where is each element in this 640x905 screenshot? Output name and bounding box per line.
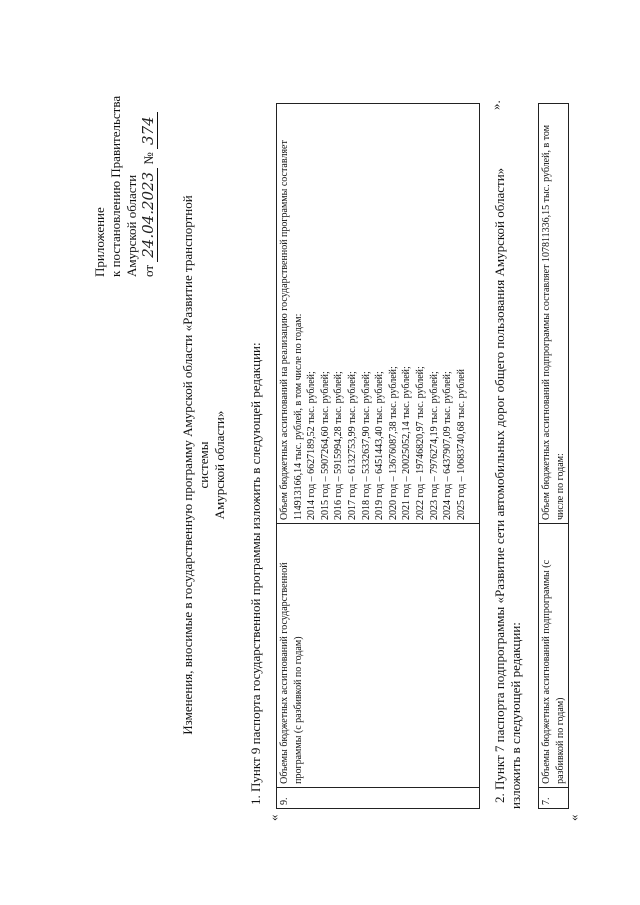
row-number: 9. — [277, 787, 480, 808]
from-label: от — [141, 264, 156, 277]
value-intro: Объем бюджетных ассигнований на реализацию государственной программы составляет 114913166,14 тыс. рублей, в том числе по годам: — [279, 140, 304, 520]
handwritten-number: 374 — [139, 112, 158, 149]
appendix-title: Приложение — [92, 207, 107, 277]
year-line: 2019 год – 6451443,40 тыс. рублей; — [374, 371, 386, 520]
year-line: 2018 год – 5332637,90 тыс. рублей; — [360, 371, 372, 520]
handwritten-date: 24.04.2023 — [139, 168, 158, 262]
table-row — [277, 104, 480, 809]
item2-intro — [492, 79, 524, 809]
title-line-1: Изменения, вносимые в государственную программу Амурской области «Развитие транспортной системы — [180, 195, 211, 735]
row-value — [277, 104, 480, 524]
year-line: 2017 год – 6132753,99 тыс. рублей; — [346, 371, 358, 520]
year-line: 2022 год – 19746820,97 тыс. рублей; — [414, 366, 426, 520]
appendix-region: Амурской области — [124, 174, 139, 277]
year-line: 2021 год – 20025052,14 тыс. рублей; — [401, 366, 413, 520]
year-line: 2020 год – 13676087,38 тыс. рублей; — [387, 366, 399, 520]
row-label: Объемы бюджетных ассигнований государственной программы (с разбивкой по годам) — [277, 524, 480, 788]
item2-table — [538, 103, 569, 809]
item1-table — [276, 103, 480, 809]
item2-open-quote: « — [566, 814, 581, 821]
year-line: 2023 год – 7976274,19 тыс. рублей; — [428, 371, 440, 520]
item2-intro-line-1: 2. Пункт 7 паспорта подпрограммы «Развитие сети автомобильных дорог общего пользования Амурской области» — [492, 167, 507, 803]
item1-intro: 1. Пункт 9 паспорта государственной программы изложить в следующей редакции: — [248, 342, 263, 805]
year-line: 2016 год – 5915994,28 тыс. рублей; — [333, 371, 345, 520]
table-row — [539, 104, 569, 809]
row-value: Объем бюджетных ассигнований подпрограммы составляет 107811336,15 тыс. рублей, в том числе по годам: — [539, 104, 569, 524]
item2-intro-line-2: изложить в следующей редакции: — [508, 622, 523, 809]
row-number: 7. — [539, 787, 569, 808]
item1-open-quote: « — [266, 814, 281, 821]
year-line: 2015 год – 5907264,60 тыс. рублей; — [319, 371, 331, 520]
year-line: 2025 год – 10683740,68 тыс. рублей — [455, 368, 467, 520]
row-label: Объемы бюджетных ассигнований подпрограммы (с разбивкой по годам) — [539, 524, 569, 788]
year-line: 2024 год – 6437907,09 тыс. рублей; — [442, 371, 454, 520]
number-label: № — [141, 152, 156, 165]
document-title — [180, 185, 228, 745]
item1-close-quote: ». — [488, 100, 503, 110]
appendix-resolution: к постановлению Правительства — [108, 95, 123, 277]
year-line: 2014 год – 6627189,52 тыс. рублей; — [306, 371, 318, 520]
title-line-2: Амурской области» — [212, 410, 227, 520]
appendix-date-number — [140, 7, 157, 277]
appendix-block — [92, 7, 157, 277]
